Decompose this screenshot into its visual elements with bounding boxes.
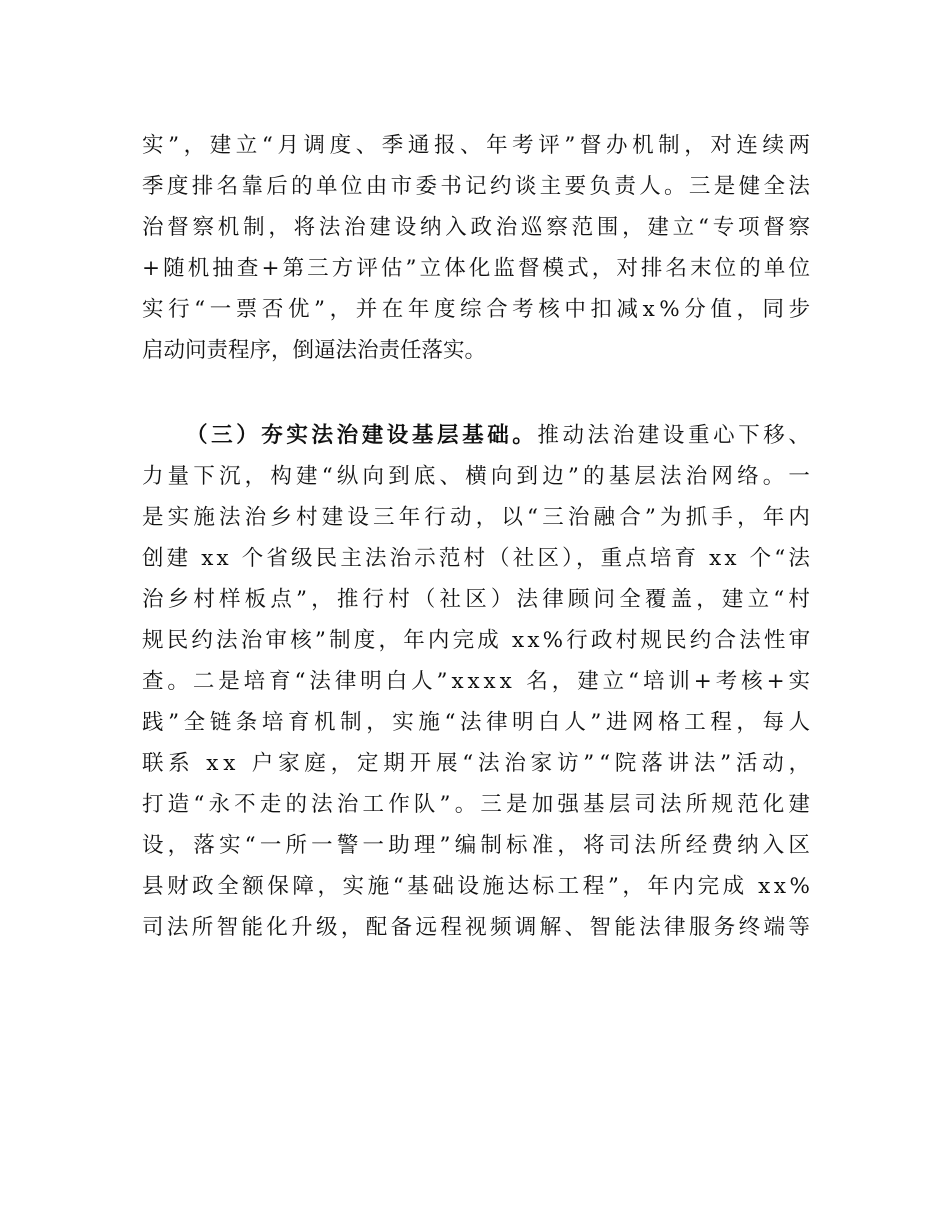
text-line: 启动问责程序，倒逼法治责任落实。 — [142, 338, 487, 363]
paragraph-supervision — [142, 125, 815, 371]
text-line: 司法所智能化升级，配备远程视频调解、智能法律服务终端等 — [142, 915, 814, 940]
text-line: 治乡村样板点”，推行村（社区）法律顾问全覆盖，建立“村 — [142, 587, 815, 612]
text-line-first — [142, 415, 814, 456]
text-line: 践”全链条培育机制，实施“法律明白人”进网格工程，每人 — [142, 710, 815, 735]
text-line: 是实施法治乡村建设三年行动，以“三治融合”为抓手，年内 — [142, 505, 815, 530]
text-line: 查。二是培育“法律明白人”xxxx 名，建立“培训+考核+实 — [142, 669, 814, 694]
text-line: 实”，建立“月调度、季通报、年考评”督办机制，对连续两 — [142, 133, 815, 158]
text-line: 设，落实“一所一警一助理”编制标准，将司法所经费纳入区 — [142, 833, 815, 858]
paragraph-grassroots — [142, 415, 815, 948]
text-line: 联系 xx 户家庭，定期开展“法治家访”“院落讲法”活动， — [142, 751, 815, 776]
heading-continuation: 推动法治建设重心下移、 — [537, 423, 814, 448]
text-line: 实行“一票否优”，并在年度综合考核中扣减x%分值，同步 — [142, 297, 815, 322]
text-line: 治督察机制，将法治建设纳入政治巡察范围，建立“专项督察 — [142, 215, 814, 240]
text-line: 力量下沉，构建“纵向到底、横向到边”的基层法治网络。一 — [142, 464, 815, 489]
text-line: 打造“永不走的法治工作队”。三是加强基层司法所规范化建 — [142, 792, 815, 817]
text-line: 县财政全额保障，实施“基础设施达标工程”，年内完成 xx% — [142, 874, 814, 899]
text-line: 规民约法治审核”制度，年内完成 xx%行政村规民约合法性审 — [142, 628, 814, 653]
text-line: 创建 xx 个省级民主法治示范村（社区），重点培育 xx 个“法 — [142, 546, 814, 571]
section-heading: （三）夯实法治建设基层基础。 — [186, 423, 538, 448]
text-line: 季度排名靠后的单位由市委书记约谈主要负责人。三是健全法 — [142, 174, 814, 199]
text-line: +随机抽查+第三方评估”立体化监督模式，对排名末位的单位 — [142, 256, 814, 281]
